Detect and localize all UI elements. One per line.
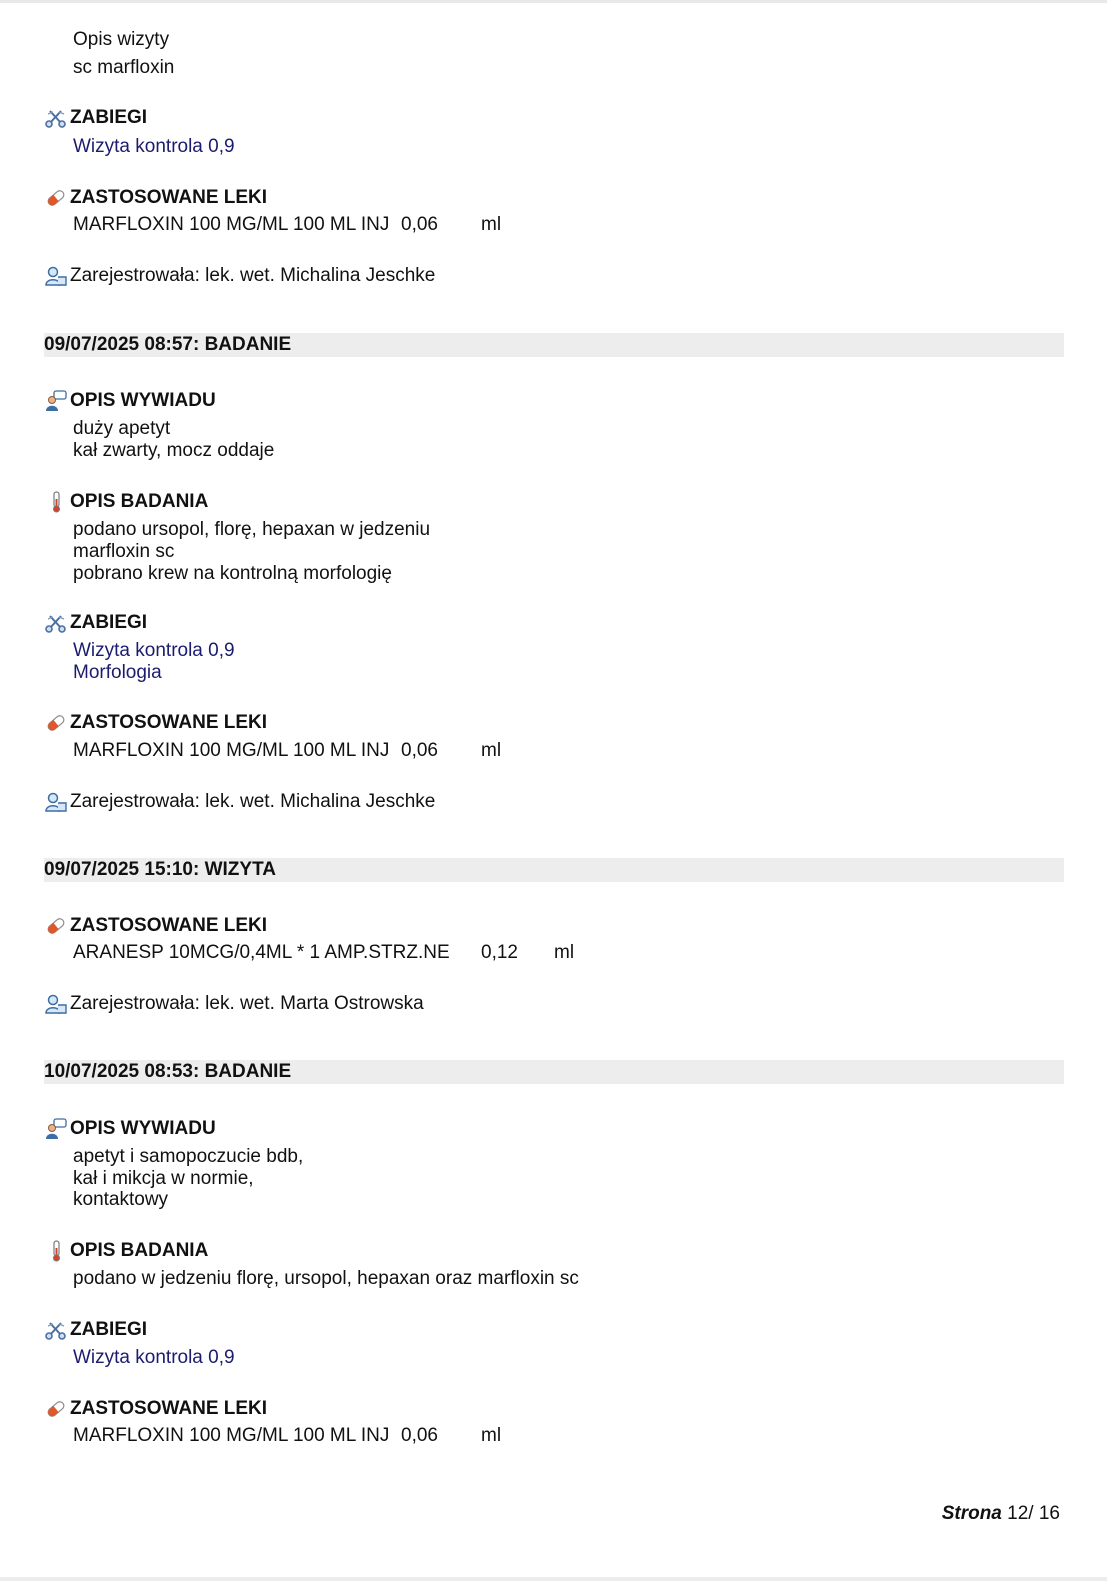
section-title: ZASTOSOWANE LEKI [70,187,268,208]
section-title: ZABIEGI [70,1319,148,1340]
pill-icon [45,1398,67,1420]
section-title: ZABIEGI [70,107,148,128]
drug-unit: ml [554,942,575,963]
thermometer-icon [45,491,67,513]
section-drugs [45,186,267,210]
exam-line: podano w jedzeniu florę, ursopol, hepaxan oraz marfloxin sc [73,1268,579,1289]
section-drugs [45,711,267,735]
user-icon [45,791,67,813]
visit-label: Opis wizyty [73,29,170,50]
pill-icon [45,712,67,734]
interview-icon [45,1118,67,1140]
interview-line: apetyt i samopoczucie bdb, [73,1146,304,1167]
entry-header: 10/07/2025 08:53: BADANIE [44,1060,1064,1084]
registered-by [45,992,424,1016]
drug-qty: 0,06 [401,740,438,761]
user-icon [45,265,67,287]
section-procedures [45,1318,147,1342]
section-title: ZASTOSOWANE LEKI [70,915,268,936]
drug-qty: 0,06 [401,1425,438,1446]
procedure-item: Wizyta kontrola 0,9 [73,1347,235,1368]
thermometer-icon [45,1240,67,1262]
exam-line: podano ursopol, florę, hepaxan w jedzeniu [73,519,431,540]
section-procedures [45,106,147,130]
section-title: OPIS BADANIA [70,1240,209,1261]
registered-by [45,264,435,288]
section-title: ZASTOSOWANE LEKI [70,712,268,733]
entry-header: 09/07/2025 08:57: BADANIE [44,333,1064,357]
exam-line: marfloxin sc [73,541,175,562]
scissors-icon [45,1319,67,1341]
procedure-item: Wizyta kontrola 0,9 [73,640,235,661]
section-title: ZABIEGI [70,612,148,633]
registered-text: Zarejestrowała: lek. wet. Michalina Jeschke [70,791,436,812]
section-interview [45,389,216,413]
drug-qty: 0,12 [481,942,518,963]
drug-name: MARFLOXIN 100 MG/ML 100 ML INJ [73,1425,390,1446]
top-rule [0,0,1107,3]
section-drugs [45,1397,267,1421]
scissors-icon [45,612,67,634]
registered-by [45,790,435,814]
scissors-icon [45,107,67,129]
section-procedures [45,611,147,635]
interview-line: duży apetyt [73,418,171,439]
interview-line: kał i mikcja w normie, [73,1168,254,1189]
page-number: 12/ 16 [1007,1503,1060,1524]
drug-name: ARANESP 10MCG/0,4ML * 1 AMP.STRZ.NE [73,942,450,963]
exam-line: pobrano krew na kontrolną morfologię [73,563,392,584]
page-footer [942,1503,1060,1525]
section-drugs [45,914,267,938]
interview-line: kał zwarty, mocz oddaje [73,440,275,461]
pill-icon [45,187,67,209]
section-interview [45,1117,216,1141]
section-exam [45,1239,208,1263]
pill-icon [45,915,67,937]
page-label: Strona [941,1503,1002,1524]
drug-name: MARFLOXIN 100 MG/ML 100 ML INJ [73,740,390,761]
section-title: OPIS WYWIADU [70,1118,216,1139]
section-title: OPIS BADANIA [70,491,209,512]
drug-unit: ml [481,214,502,235]
registered-text: Zarejestrowała: lek. wet. Michalina Jeschke [70,265,436,286]
interview-icon [45,390,67,412]
section-title: ZASTOSOWANE LEKI [70,1398,268,1419]
bottom-rule [0,1577,1107,1581]
drug-unit: ml [481,740,502,761]
section-exam [45,490,208,514]
entry-header: 09/07/2025 15:10: WIZYTA [44,858,1064,882]
procedure-item: Morfologia [73,662,162,683]
drug-qty: 0,06 [401,214,438,235]
registered-text: Zarejestrowała: lek. wet. Marta Ostrowska [70,993,424,1014]
visit-text: sc marfloxin [73,57,175,78]
user-icon [45,993,67,1015]
drug-unit: ml [481,1425,502,1446]
drug-name: MARFLOXIN 100 MG/ML 100 ML INJ [73,214,390,235]
interview-line: kontaktowy [73,1189,169,1210]
section-title: OPIS WYWIADU [70,390,216,411]
procedure-item: Wizyta kontrola 0,9 [73,136,235,157]
